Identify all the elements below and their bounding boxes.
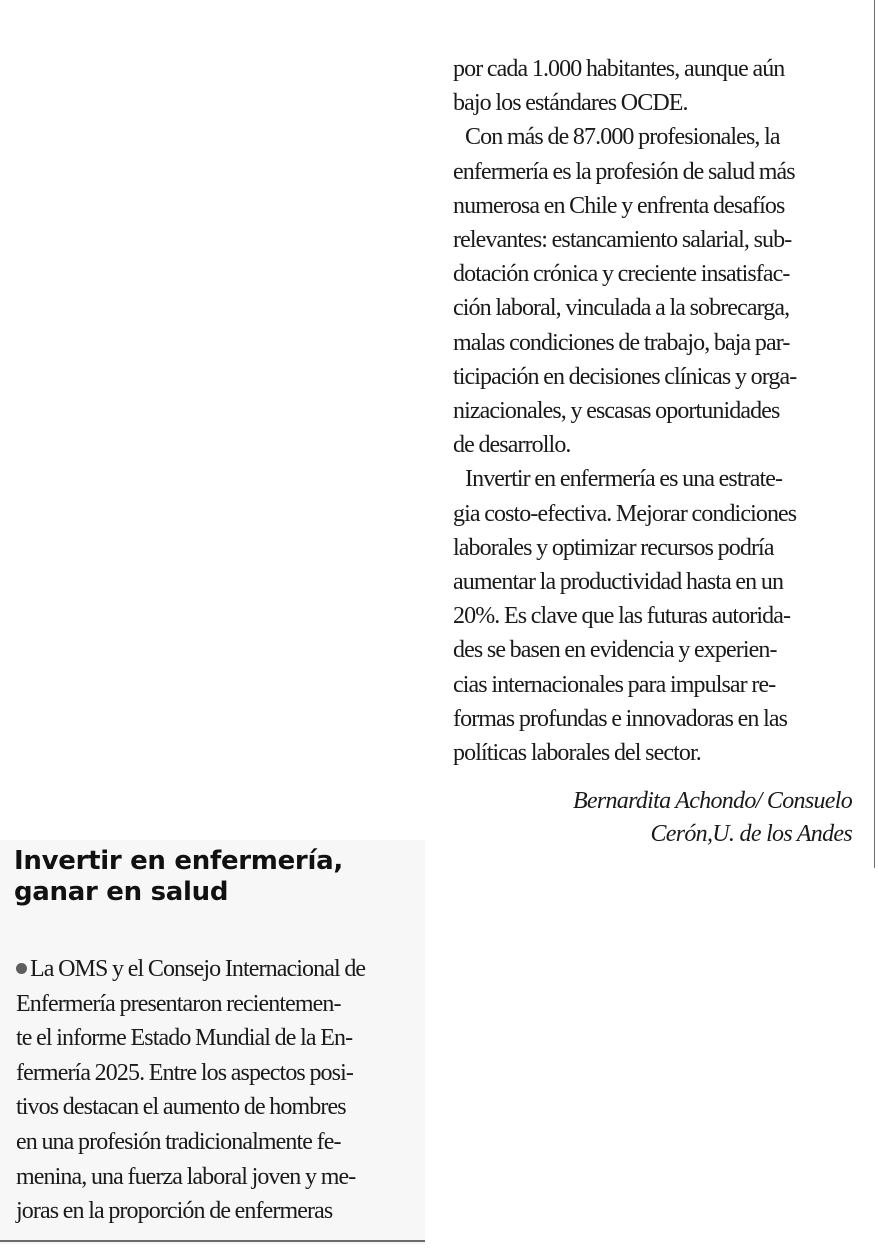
column-divider: [874, 0, 875, 868]
article-start: [0, 840, 425, 1244]
bottom-divider: [0, 1240, 425, 1242]
paragraph-line: Con más de 87.000 profesionales, la: [465, 124, 780, 151]
paragraph-line: ticipación en decisiones clínicas y orga-: [453, 363, 797, 390]
article-headline: [14, 846, 343, 908]
paragraph-line: joras en la proporción de enfermeras: [16, 1198, 333, 1225]
paragraph-line: por cada 1.000 habitantes, aunque aún: [453, 56, 785, 82]
paragraph-line: gia costo-efectiva. Mejorar condiciones: [453, 500, 797, 527]
headline-line: Invertir en enfermería,: [14, 846, 343, 876]
paragraph-line: Enfermería presentaron recientemen-: [16, 990, 341, 1017]
paragraph-line-text: La OMS y el Consejo Internacional de: [30, 956, 366, 982]
paragraph-line: [16, 952, 365, 987]
headline-line: ganar en salud: [14, 877, 229, 907]
paragraph-line: dotación crónica y creciente insatisfac-: [453, 261, 790, 288]
author-signature: [573, 785, 852, 851]
paragraph-line: bajo los estándares OCDE.: [453, 90, 688, 117]
bullet-icon: [16, 963, 27, 974]
paragraph-line: políticas laborales del sector.: [453, 740, 701, 767]
paragraph-line: fermería 2025. Entre los aspectos posi-: [16, 1059, 353, 1086]
paragraph-line: formas profundas e innovadoras en las: [453, 705, 788, 732]
paragraph-line: te el informe Estado Mundial de la En-: [16, 1025, 353, 1052]
article-continuation: [453, 52, 855, 770]
paragraph-line: Invertir en enfermería es una estrate-: [465, 466, 783, 493]
paragraph-line: 20%. Es clave que las futuras autorida-: [453, 603, 791, 630]
paragraph-line: des se basen en evidencia y experien-: [453, 637, 777, 664]
paragraph-line: nizacionales, y escasas oportunidades: [453, 398, 780, 425]
paragraph-line: relevantes: estancamiento salarial, sub-: [453, 227, 792, 254]
author-affiliation: Cerón,U. de los Andes: [650, 821, 852, 847]
paragraph-line: aumentar la productividad hasta en un: [453, 569, 784, 596]
paragraph-line: laborales y optimizar recursos podría: [453, 534, 774, 561]
paragraph-line: tivos destacan el aumento de hombres: [16, 1094, 346, 1121]
paragraph-line: de desarrollo.: [453, 432, 571, 459]
paragraph-line: cias internacionales para impulsar re-: [453, 671, 776, 698]
paragraph-line: enfermería es la profesión de salud más: [453, 158, 795, 185]
paragraph-line: ción laboral, vinculada a la sobrecarga,: [453, 295, 790, 322]
author-names: Bernardita Achondo/ Consuelo: [572, 788, 852, 814]
paragraph-line: en una profesión tradicionalmente fe-: [16, 1128, 341, 1155]
paragraph-line: malas condiciones de trabajo, baja par-: [453, 329, 790, 356]
article-body: [16, 952, 365, 1229]
paragraph-line: menina, una fuerza laboral joven y me-: [16, 1163, 356, 1190]
paragraph-line: numerosa en Chile y enfrenta desafíos: [453, 192, 785, 219]
